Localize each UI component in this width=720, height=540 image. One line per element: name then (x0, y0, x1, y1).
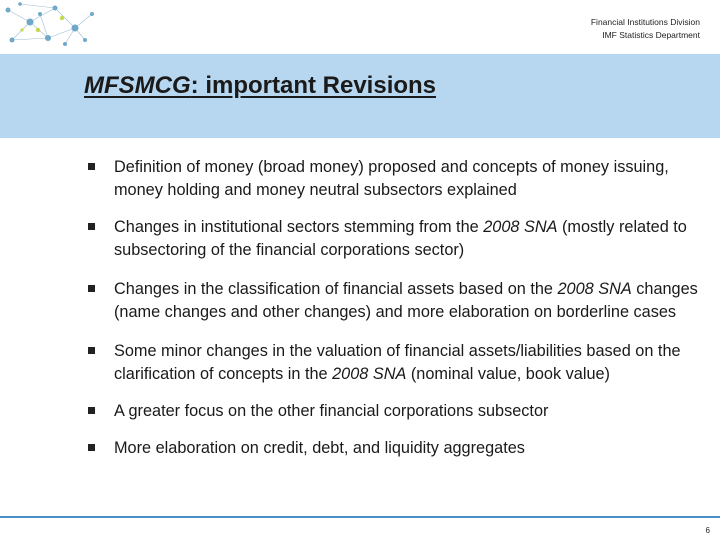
bullet-text-after: changes (name changes and other changes) and more elaboration on borderline cases (114, 280, 698, 321)
bullet-italic: 2008 SNA (483, 218, 558, 236)
division-label: Financial Institutions Division (590, 17, 700, 27)
bullet-item (88, 216, 700, 262)
network-logo-icon (0, 0, 100, 52)
bullet-item (88, 437, 700, 460)
page-number: 6 (705, 526, 710, 535)
square-bullet-icon (88, 407, 95, 414)
bullet-italic: 2008 SNA (557, 280, 632, 298)
square-bullet-icon (88, 444, 95, 451)
bullet-text: A greater focus on the other financial corporations subsector (114, 402, 549, 420)
bullet-text: Definition of money (broad money) proposed and concepts of money issuing, money holding and money neutral subsectors explained (114, 158, 669, 199)
bullet-text-after: (mostly related to subsectoring of the financial corporations sector) (114, 218, 687, 259)
bullet-item (88, 400, 700, 423)
bullet-item (88, 278, 700, 324)
bullet-text: Changes in institutional sectors stemming from the (114, 218, 484, 236)
bullet-text-after: (nominal value, book value) (406, 365, 610, 383)
footer-divider (0, 516, 720, 518)
bullet-list (88, 156, 700, 460)
bullet-italic: 2008 SNA (332, 365, 407, 383)
header-info (591, 16, 700, 42)
bullet-item (88, 156, 700, 202)
square-bullet-icon (88, 285, 95, 292)
bullet-text: Some minor changes in the valuation of financial assets/liabilities based on the clarification of concepts in the (114, 342, 681, 383)
department-label: IMF Statistics Department (602, 30, 700, 40)
square-bullet-icon (88, 163, 95, 170)
title-rest: : important Revisions (190, 72, 437, 99)
square-bullet-icon (88, 347, 95, 354)
bullet-text: Changes in the classification of financial assets based on the (114, 280, 558, 298)
slide-title (84, 72, 436, 100)
bullet-text: More elaboration on credit, debt, and liquidity aggregates (114, 439, 525, 457)
square-bullet-icon (88, 223, 95, 230)
bullet-item (88, 340, 700, 386)
title-italic: MFSMCG (84, 72, 191, 99)
